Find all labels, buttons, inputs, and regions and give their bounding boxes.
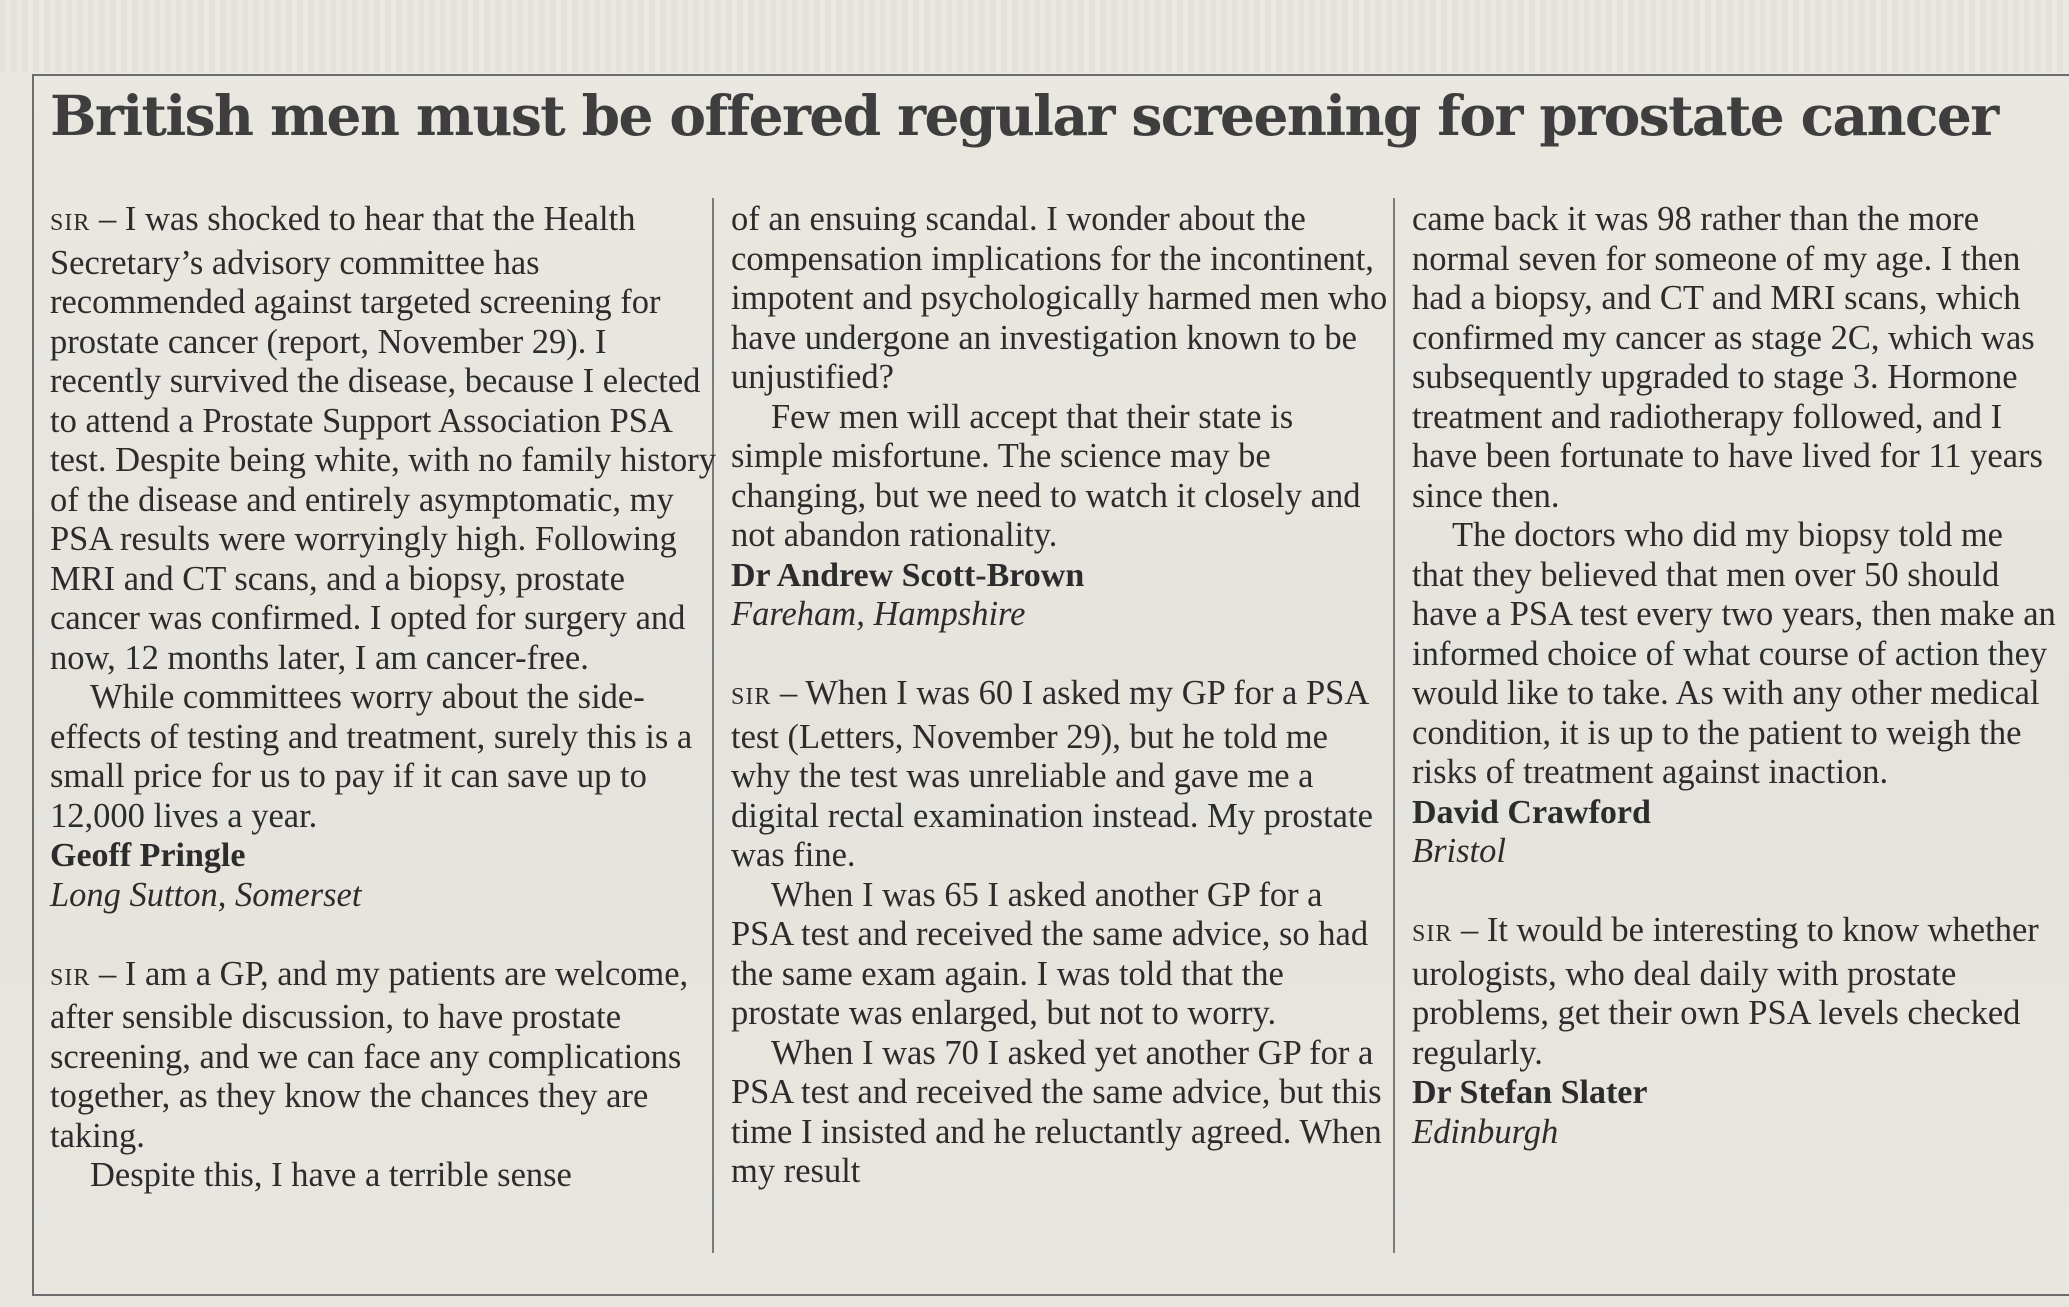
letter-paragraph: SIR – I am a GP, and my patients are welcome, after sensible discussion, to have prostate screening, and we can face any complications together, as they know the chances they are taking. (50, 954, 689, 1155)
bottom-rule (32, 1294, 2069, 1296)
author-location: Edinburgh (1412, 1112, 1559, 1151)
letter-2 (50, 955, 720, 1196)
author-location: Fareham, Hampshire (731, 595, 1026, 633)
letter-3-continued (1412, 200, 2062, 872)
author-location: Bristol (1412, 832, 1506, 870)
author-name: Geoff Pringle (50, 837, 246, 874)
letter-paragraph: Despite this, I have a terrible sense (90, 1156, 572, 1194)
letter-3 (731, 674, 1391, 1192)
letter-4 (1412, 911, 2062, 1152)
letter-paragraph: When I was 65 I asked another GP for a PSA test and received the same advice, so had the same exam again. I was told that the prostate was enlarged, but not to worry. (731, 875, 1369, 1032)
bleed-through-texture (0, 0, 2069, 72)
letter-2-continued (731, 200, 1391, 635)
letter-paragraph: While committees worry about the side-effects of testing and treatment, surely this is a small price for us to pay if it can save up to 12,000 lives a year. (50, 678, 693, 835)
salutation: SIR (50, 964, 91, 991)
salutation: SIR (50, 210, 91, 236)
letter-paragraph: SIR – When I was 60 I asked my GP for a PSA test (Letters, November 29), but he told me why the test was unreliable and gave me a digital rectal examination instead. My prostate was fine. (731, 674, 1373, 874)
letter-paragraph: SIR – It would be interesting to know whether urologists, who deal daily with prostate problems, get their own PSA levels checked regularly. (1412, 911, 2039, 1072)
author-name: Dr Stefan Slater (1412, 1074, 1648, 1111)
column-divider (1393, 198, 1395, 1253)
salutation: SIR (1412, 921, 1453, 947)
salutation: SIR (731, 684, 772, 710)
letter-paragraph: came back it was 98 rather than the more normal seven for someone of my age. I then had a biopsy, and CT and MRI scans, which confirmed my cancer as stage 2C, which was subsequently upgraded to stage 3. Hormone treatment and radiotherapy followed, and I have been fortunate to have lived for 11 years since then. (1412, 200, 2043, 515)
letter-paragraph: When I was 70 I asked yet another GP for a PSA test and received the same advice, but this time I insisted and he reluctantly agreed. When my result (731, 1033, 1382, 1190)
author-location: Long Sutton, Somerset (50, 875, 362, 914)
column-2 (731, 200, 1391, 1270)
headline: British men must be offered regular screening for prostate cancer (50, 83, 1998, 148)
letter-paragraph: SIR – I was shocked to hear that the Health Secretary’s advisory committee has recommended against targeted screening for prostate cancer (report, November 29). I recently survived the disease, because I elected to attend a Prostate Support Association PSA test. Despite being white, with no family history of the disease and entirely asymptomatic, my PSA results were worryingly high. Following MRI and CT scans, and a biopsy, prostate cancer was confirmed. I opted for surgery and now, 12 months later, I am cancer-free. (50, 200, 716, 677)
letter-1 (50, 200, 720, 915)
letter-paragraph: Few men will accept that their state is simple misfortune. The science may be changing, but we need to watch it closely and not abandon rationality. (731, 397, 1361, 554)
letter-paragraph: of an ensuing scandal. I wonder about the compensation implications for the incontinent, impotent and psychologically harmed men who have undergone an investigation known to be unjustified? (731, 200, 1388, 396)
author-name: David Crawford (1412, 793, 1651, 831)
letter-paragraph: The doctors who did my biopsy told me that they believed that men over 50 should have a PSA test every two years, then make an informed choice of what course of action they would like to take. As with any other medical condition, it is up to the patient to weigh the risks of treatment against inaction. (1412, 516, 2056, 791)
column-3 (1412, 200, 2062, 1270)
author-name: Dr Andrew Scott-Brown (731, 556, 1085, 594)
column-1 (50, 200, 720, 1270)
